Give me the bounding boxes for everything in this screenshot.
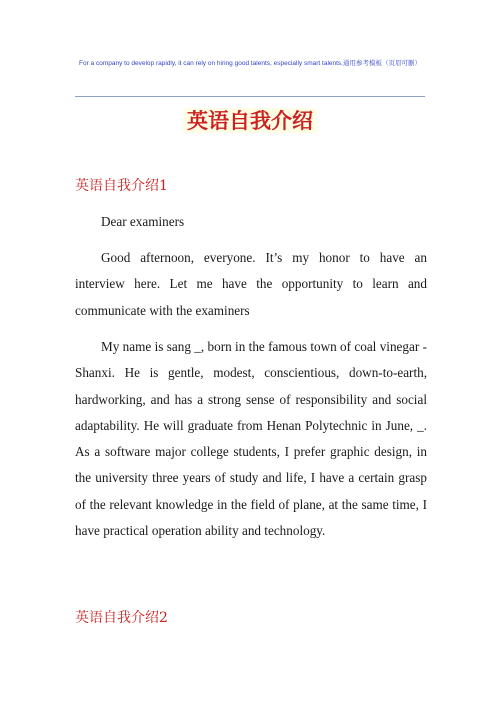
document-title-text: 英语自我介绍 — [183, 108, 317, 133]
page-header-text: For a company to develop rapidly, it can rely on hiring good talents, especially smart talents.通用参考模板（页眉可删） — [79, 60, 421, 67]
section-heading-2: 英语自我介绍2 — [75, 610, 168, 626]
document-title — [0, 104, 500, 138]
paragraph-introduction: My name is sang _, born in the famous town of coal vinegar - Shanxi. He is gentle, modest, conscientious, down-to-earth, hardworking, and has a strong sense of responsibility and social adaptability. He will graduate from Henan Polytechnic in June, _. As a software major college students, I prefer graphic design, in the university three years of study and life, I have a certain grasp of the relevant knowledge in the field of plane, at the same time, I have practical operation ability and technology. — [75, 339, 427, 539]
paragraph-salutation: Dear examiners — [101, 214, 185, 229]
section-heading-1: 英语自我介绍1 — [75, 178, 168, 194]
header-divider — [75, 96, 425, 97]
paragraph-greeting: Good afternoon, everyone. It’s my honor to have an interview here. Let me have the opportunity to learn and communicate with the examiners — [75, 250, 427, 318]
